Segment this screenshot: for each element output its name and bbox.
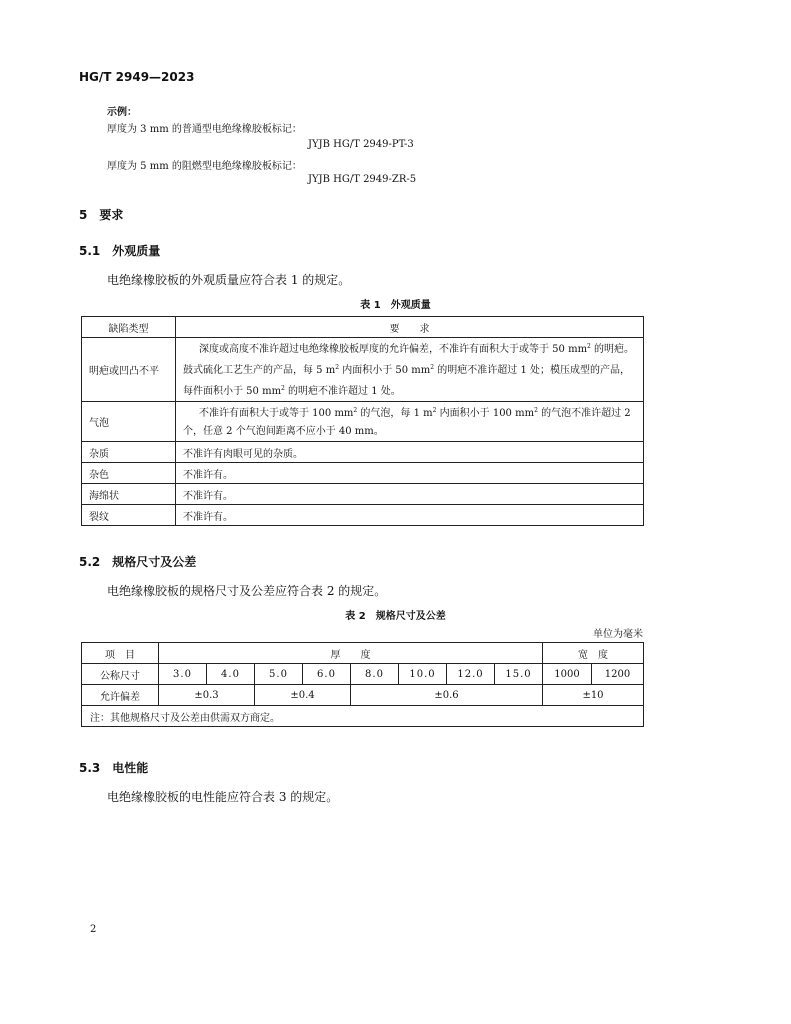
defect-type: 明疤或凹凸不平	[82, 338, 176, 402]
example-code-1: JYJB HG/T 2949-PT-3	[308, 139, 414, 150]
section-5-2-number: 5.2	[79, 555, 101, 569]
table-1-header-row	[82, 317, 644, 338]
table-2-note: 注：其他规格尺寸及公差由供需双方商定。	[82, 706, 644, 727]
section-5-3-body: 电绝缘橡胶板的电性能应符合表 3 的规定。	[107, 790, 339, 804]
defect-requirement: 不准许有肉眼可见的杂质。	[176, 442, 644, 463]
table-row	[82, 685, 644, 706]
tolerance-value: ±0.3	[159, 685, 255, 706]
tolerance-value: ±0.4	[255, 685, 351, 706]
table-1-title: 表 1 外观质量	[360, 300, 431, 311]
table-row	[82, 402, 644, 442]
table-1-header-req: 要 求	[176, 317, 644, 338]
standard-code: HG/T 2949—2023	[79, 70, 195, 84]
defect-requirement: 不准许有。	[176, 463, 644, 484]
table-2	[81, 642, 644, 727]
thickness-value: 15.0	[495, 664, 543, 685]
defect-type: 杂色	[82, 463, 176, 484]
example-label: 示例：	[107, 107, 137, 118]
table-1	[81, 316, 644, 526]
tolerance-value: ±0.6	[351, 685, 543, 706]
section-5-number: 5	[79, 208, 88, 222]
section-5-1-heading	[79, 242, 160, 259]
example-code-2: JYJB HG/T 2949-ZR-5	[308, 174, 417, 185]
section-5-1-number: 5.1	[79, 244, 101, 258]
section-5-title: 要求	[99, 208, 124, 222]
table-row	[82, 664, 644, 685]
section-5-2-body: 电绝缘橡胶板的规格尺寸及公差应符合表 2 的规定。	[107, 584, 387, 598]
thickness-value: 3.0	[159, 664, 207, 685]
table-row	[82, 505, 644, 526]
section-5-1-body: 电绝缘橡胶板的外观质量应符合表 1 的规定。	[107, 273, 351, 287]
page-number: 2	[90, 924, 97, 935]
section-5-2-title: 规格尺寸及公差	[112, 555, 197, 569]
defect-type: 杂质	[82, 442, 176, 463]
thickness-value: 4.0	[207, 664, 255, 685]
nominal-size-label: 公称尺寸	[82, 664, 159, 685]
width-value: 1000	[543, 664, 592, 685]
table-2-title: 表 2 规格尺寸及公差	[345, 611, 446, 622]
thickness-header: 厚 度	[159, 643, 543, 664]
table-note-row	[82, 706, 644, 727]
section-5-3-title: 电性能	[112, 761, 149, 775]
table-row	[82, 442, 644, 463]
table-2-header-row	[82, 643, 644, 664]
table-1-header-type: 缺陷类型	[82, 317, 176, 338]
defect-type: 海绵状	[82, 484, 176, 505]
thickness-value: 12.0	[447, 664, 495, 685]
tolerance-value: ±10	[543, 685, 644, 706]
table-row	[82, 484, 644, 505]
defect-requirement: 深度或高度不准许超过电绝缘橡胶板厚度的允许偏差，不准许有面积大于或等于 50 $mm^2$ 的明疤。鼓式硫化工艺生产的产品，每 5 $m^2$ 内面积小于 50 $mm^2$ 的明疤不准许超过 1 处；模压成型的产品，每件面积小于 50 $mm^2$ 的明疤不准许超过 1 处。	[176, 338, 644, 402]
tolerance-label: 允许偏差	[82, 685, 159, 706]
defect-requirement: 不准许有。	[176, 505, 644, 526]
section-5-1-title: 外观质量	[112, 244, 161, 258]
width-header: 宽 度	[543, 643, 644, 664]
thickness-value: 8.0	[351, 664, 399, 685]
section-5-3-number: 5.3	[79, 761, 101, 775]
section-5-3-heading	[79, 759, 148, 776]
table-row	[82, 338, 644, 402]
defect-requirement: 不准许有。	[176, 484, 644, 505]
example-line-1: 厚度为 3 mm 的普通型电绝缘橡胶板标记：	[107, 124, 302, 135]
section-5-2-heading	[79, 553, 196, 570]
defect-type: 裂纹	[82, 505, 176, 526]
defect-requirement: 不准许有面积大于或等于 100 $mm^2$ 的气泡，每 1 $m^2$ 内面积小于 100 $mm^2$ 的气泡不准许超过 2 个，任意 2 个气泡间距离不应小于 40 mm。	[176, 402, 644, 442]
thickness-value: 5.0	[255, 664, 303, 685]
item-header: 项 目	[82, 643, 159, 664]
thickness-value: 10.0	[399, 664, 447, 685]
unit-label: 单位为毫米	[593, 629, 643, 640]
defect-type: 气泡	[82, 402, 176, 442]
thickness-value: 6.0	[303, 664, 351, 685]
section-5-heading	[79, 206, 123, 223]
width-value: 1200	[592, 664, 644, 685]
example-line-2: 厚度为 5 mm 的阻燃型电绝缘橡胶板标记：	[107, 161, 302, 172]
table-row	[82, 463, 644, 484]
